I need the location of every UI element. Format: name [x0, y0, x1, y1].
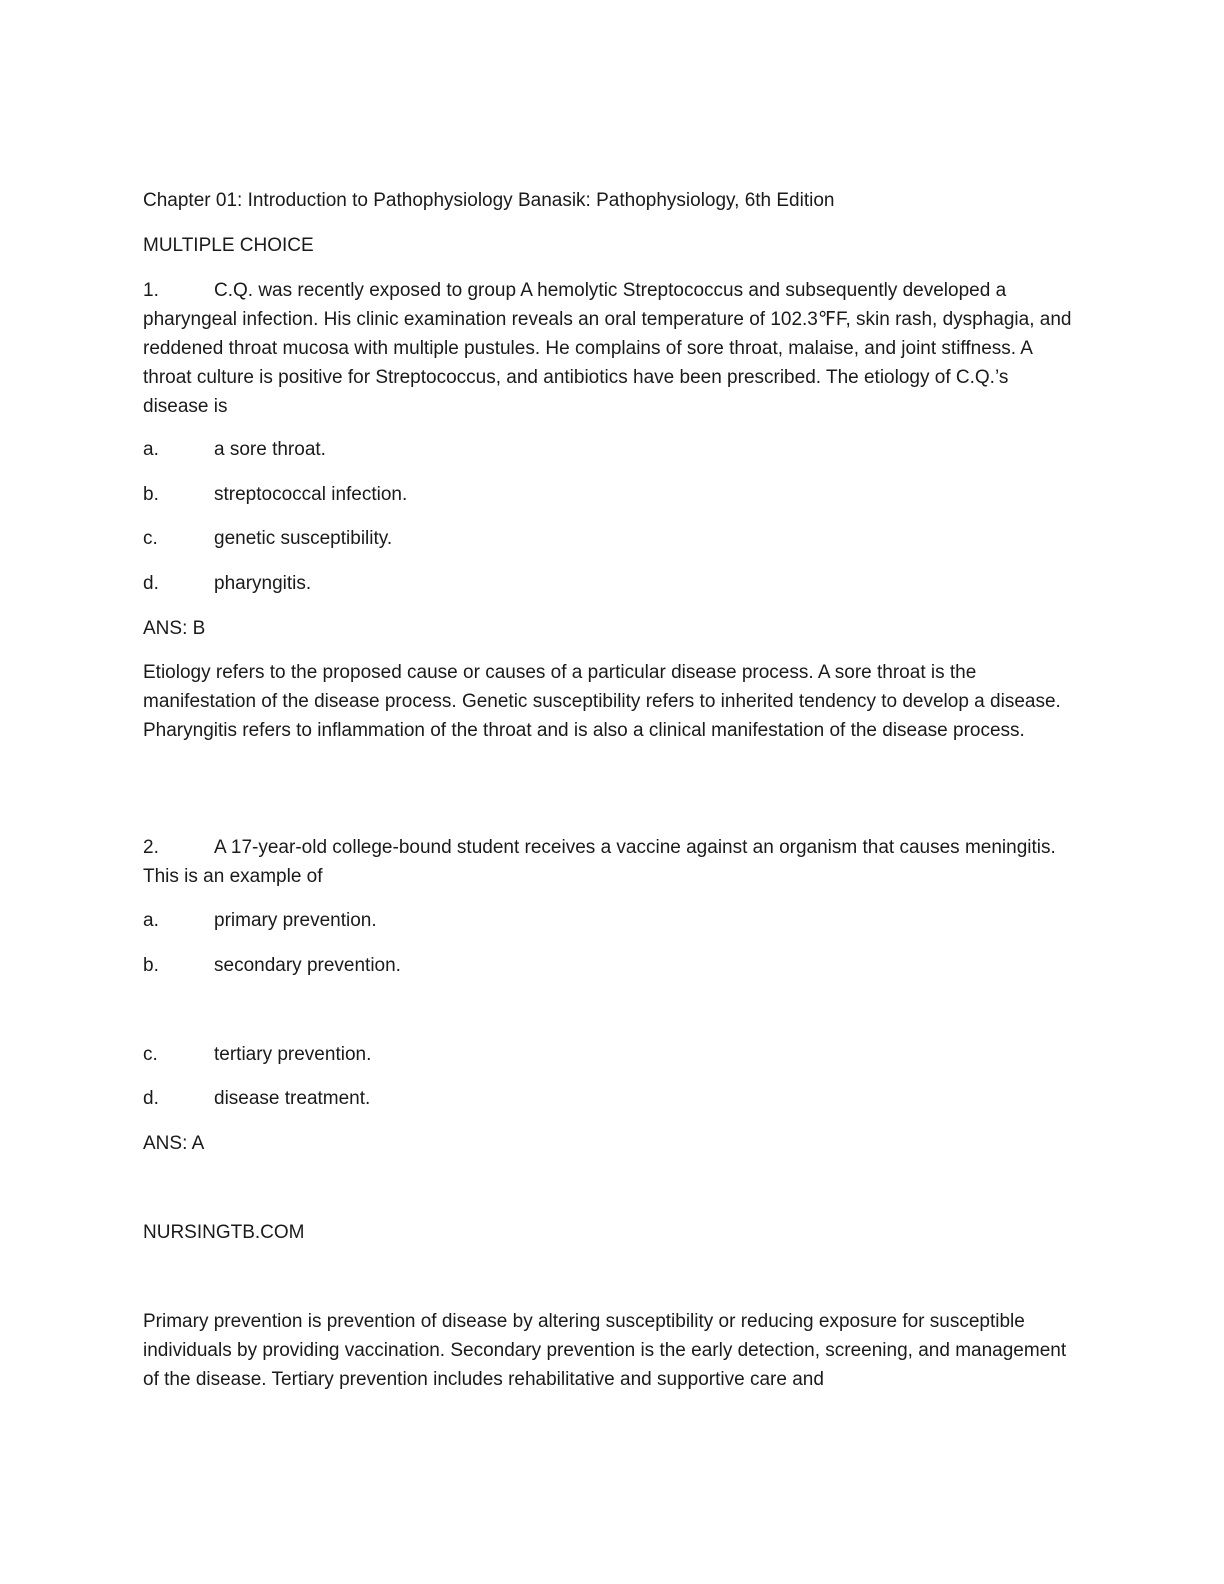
- option-d: [143, 569, 311, 598]
- question-2: [143, 833, 1073, 891]
- rationale-1: Etiology refers to the proposed cause or causes of a particular disease process. A sore throat is the manifestation of the disease process. Genetic susceptibility refers to inherited tendency to develop a disease. Pharyngitis refers to inflammation of the throat and is also a clinical manifestation of the disease process.: [143, 662, 1061, 741]
- option-text: disease treatment.: [214, 1088, 371, 1109]
- option-text: streptococcal infection.: [214, 484, 408, 505]
- option-c: [143, 1040, 371, 1069]
- rationale-2: Primary prevention is prevention of disease by altering susceptibility or reducing exposure for susceptible individuals by providing vaccination. Secondary prevention is the early detection, screening, and management of the disease. Tertiary prevention includes rehabilitative and supportive care and: [143, 1311, 1067, 1390]
- option-text: genetic susceptibility.: [214, 528, 393, 549]
- section-heading: MULTIPLE CHOICE: [143, 235, 314, 256]
- answer-1: ANS: B: [143, 618, 206, 639]
- answer-2: ANS: A: [143, 1133, 205, 1154]
- option-a: [143, 435, 326, 464]
- option-text: pharyngitis.: [214, 573, 312, 594]
- option-text: a sore throat.: [214, 439, 326, 460]
- question-number: 1.: [143, 280, 159, 301]
- option-label: d.: [143, 1088, 159, 1109]
- option-label: c.: [143, 528, 158, 549]
- option-label: a.: [143, 910, 159, 931]
- watermark-text: NURSINGTB.COM: [143, 1222, 305, 1243]
- option-b: [143, 480, 407, 509]
- option-text: primary prevention.: [214, 910, 377, 931]
- option-label: b.: [143, 484, 159, 505]
- option-label: c.: [143, 1044, 158, 1065]
- option-text: tertiary prevention.: [214, 1044, 372, 1065]
- option-c: [143, 524, 392, 553]
- question-stem: A 17-year-old college-bound student receives a vaccine against an organism that causes meningitis. This is an example of: [143, 837, 1056, 887]
- option-label: a.: [143, 439, 159, 460]
- option-a: [143, 906, 377, 935]
- question-1: [143, 276, 1073, 421]
- chapter-title: Chapter 01: Introduction to Pathophysiology Banasik: Pathophysiology, 6th Edition: [143, 190, 835, 211]
- option-text: secondary prevention.: [214, 955, 401, 976]
- option-label: b.: [143, 955, 159, 976]
- question-stem: C.Q. was recently exposed to group A hemolytic Streptococcus and subsequently developed a pharyngeal infection. His clinic examination reveals an oral temperature of 102.3℉F, skin rash, dysphagia, and reddened throat mucosa with multiple pustules. He complains of sore throat, malaise, and joint stiffness. A throat culture is positive for Streptococcus, and antibiotics have been prescribed. The etiology of C.Q.’s disease is: [143, 280, 1072, 417]
- question-number: 2.: [143, 837, 159, 858]
- option-label: d.: [143, 573, 159, 594]
- option-d: [143, 1084, 370, 1113]
- option-b: [143, 951, 401, 980]
